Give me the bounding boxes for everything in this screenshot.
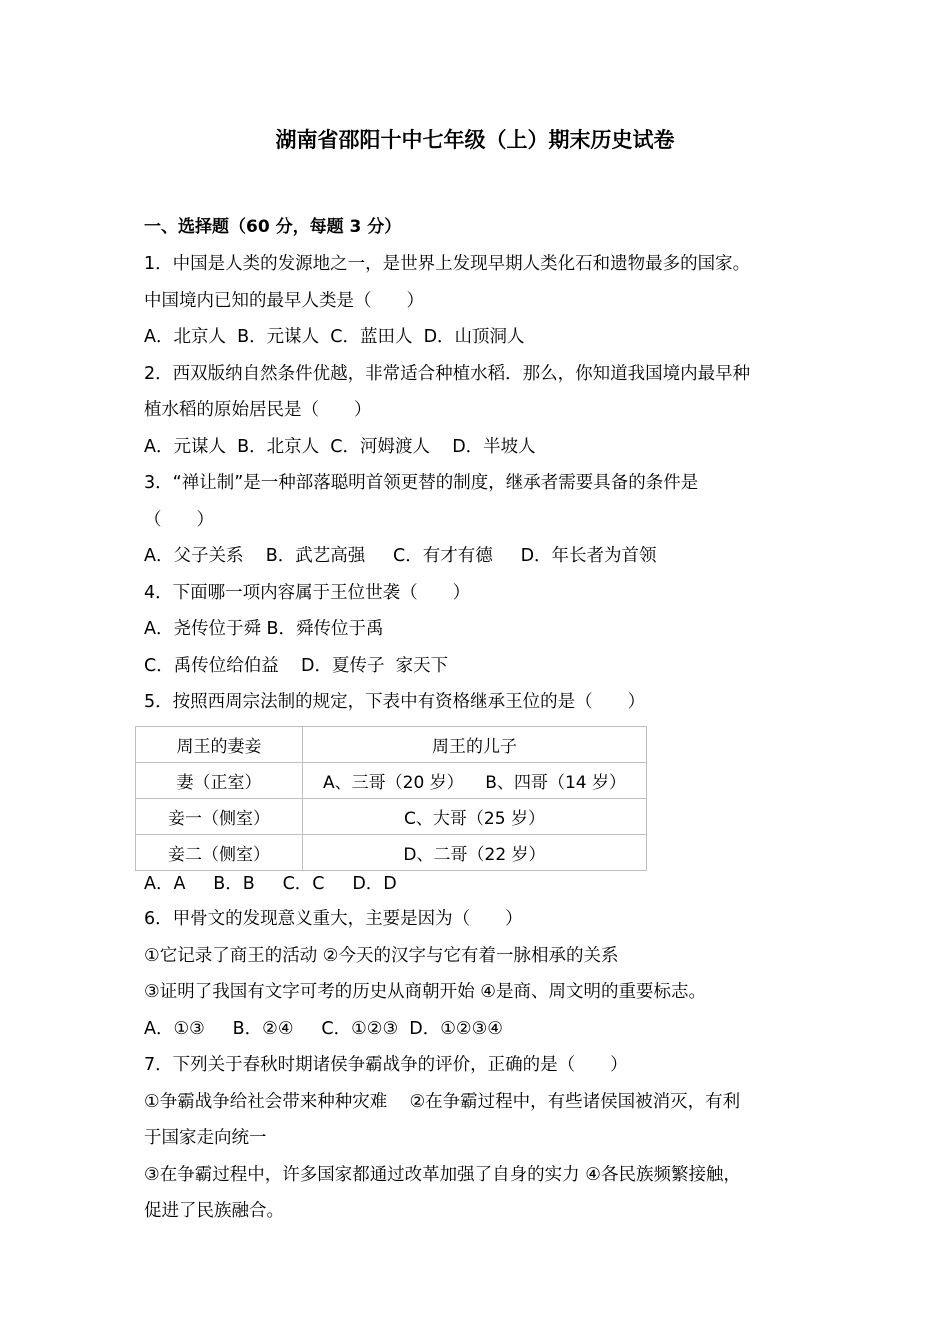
question-6-line-3: ③证明了我国有文字可考的历史从商朝开始 ④是商、周文明的重要标志。 [144,982,706,1002]
question-2-line-2: 植水稻的原始居民是（ ） [144,400,372,420]
question-7-line-5: 促进了民族融合。 [144,1201,284,1221]
section-heading: 一、选择题（60 分，每题 3 分） [144,217,402,237]
table-row [136,799,647,835]
question-7-line-4: ③在争霸过程中，许多国家都通过改革加强了自身的实力 ④各民族频繁接触， [144,1165,741,1185]
question-5-options: A．A B．B C．C D．D [144,874,397,894]
question-1-line-1: 1．中国是人类的发源地之一，是世界上发现早期人类化石和遗物最多的国家。 [144,254,751,274]
question-7-line-3: 于国家走向统一 [144,1128,267,1148]
question-3-options: A．父子关系 B．武艺高强 C．有才有德 D．年长者为首领 [144,546,657,566]
question-6-line-2: ①它记录了商王的活动 ②今天的汉字与它有着一脉相承的关系 [144,946,619,966]
table-row [136,835,647,871]
table-cell: A、三哥（20 岁） B、四哥（14 岁） [303,763,647,799]
question-7-line-1: 7．下列关于春秋时期诸侯争霸战争的评价，正确的是（ ） [144,1055,628,1075]
question-3-line-1: 3．“禅让制”是一种部落聪明首领更替的制度，继承者需要具备的条件是 [144,473,699,493]
question-4-line-1: 4．下面哪一项内容属于王位世袭（ ） [144,583,471,603]
table-header-cell: 周王的儿子 [303,727,647,763]
table-cell: 妾二（侧室） [136,835,303,871]
succession-table [135,726,647,871]
question-4-options-2: C．禹传位给伯益 D．夏传子 家天下 [144,656,449,676]
question-4-options-1: A．尧传位于舜 B．舜传位于禹 [144,619,384,639]
question-3-line-2: （ ） [144,510,214,530]
table-row [136,763,647,799]
table-cell: C、大哥（25 岁） [303,799,647,835]
table-header-cell: 周王的妻妾 [136,727,303,763]
question-5-line-1: 5．按照西周宗法制的规定，下表中有资格继承王位的是（ ） [144,692,646,712]
question-6-line-1: 6．甲骨文的发现意义重大，主要是因为（ ） [144,909,523,929]
question-2-options: A．元谋人 B．北京人 C．河姆渡人 D．半坡人 [144,437,536,457]
question-6-options: A．①③ B．②④ C．①②③ D．①②③④ [144,1019,503,1039]
question-1-line-2: 中国境内已知的最早人类是（ ） [144,291,424,311]
table-cell: D、二哥（22 岁） [303,835,647,871]
question-7-line-2: ①争霸战争给社会带来种种灾难 ②在争霸过程中，有些诸侯国被消灭，有利 [144,1092,741,1112]
table-header-row [136,727,647,763]
table-cell: 妻（正室） [136,763,303,799]
question-2-line-1: 2．西双版纳自然条件优越，非常适合种植水稻．那么，你知道我国境内最早种 [144,364,751,384]
table-cell: 妾一（侧室） [136,799,303,835]
exam-title: 湖南省邵阳十中七年级（上）期末历史试卷 [275,128,675,152]
question-1-options: A．北京人 B．元谋人 C．蓝田人 D．山顶洞人 [144,327,525,347]
